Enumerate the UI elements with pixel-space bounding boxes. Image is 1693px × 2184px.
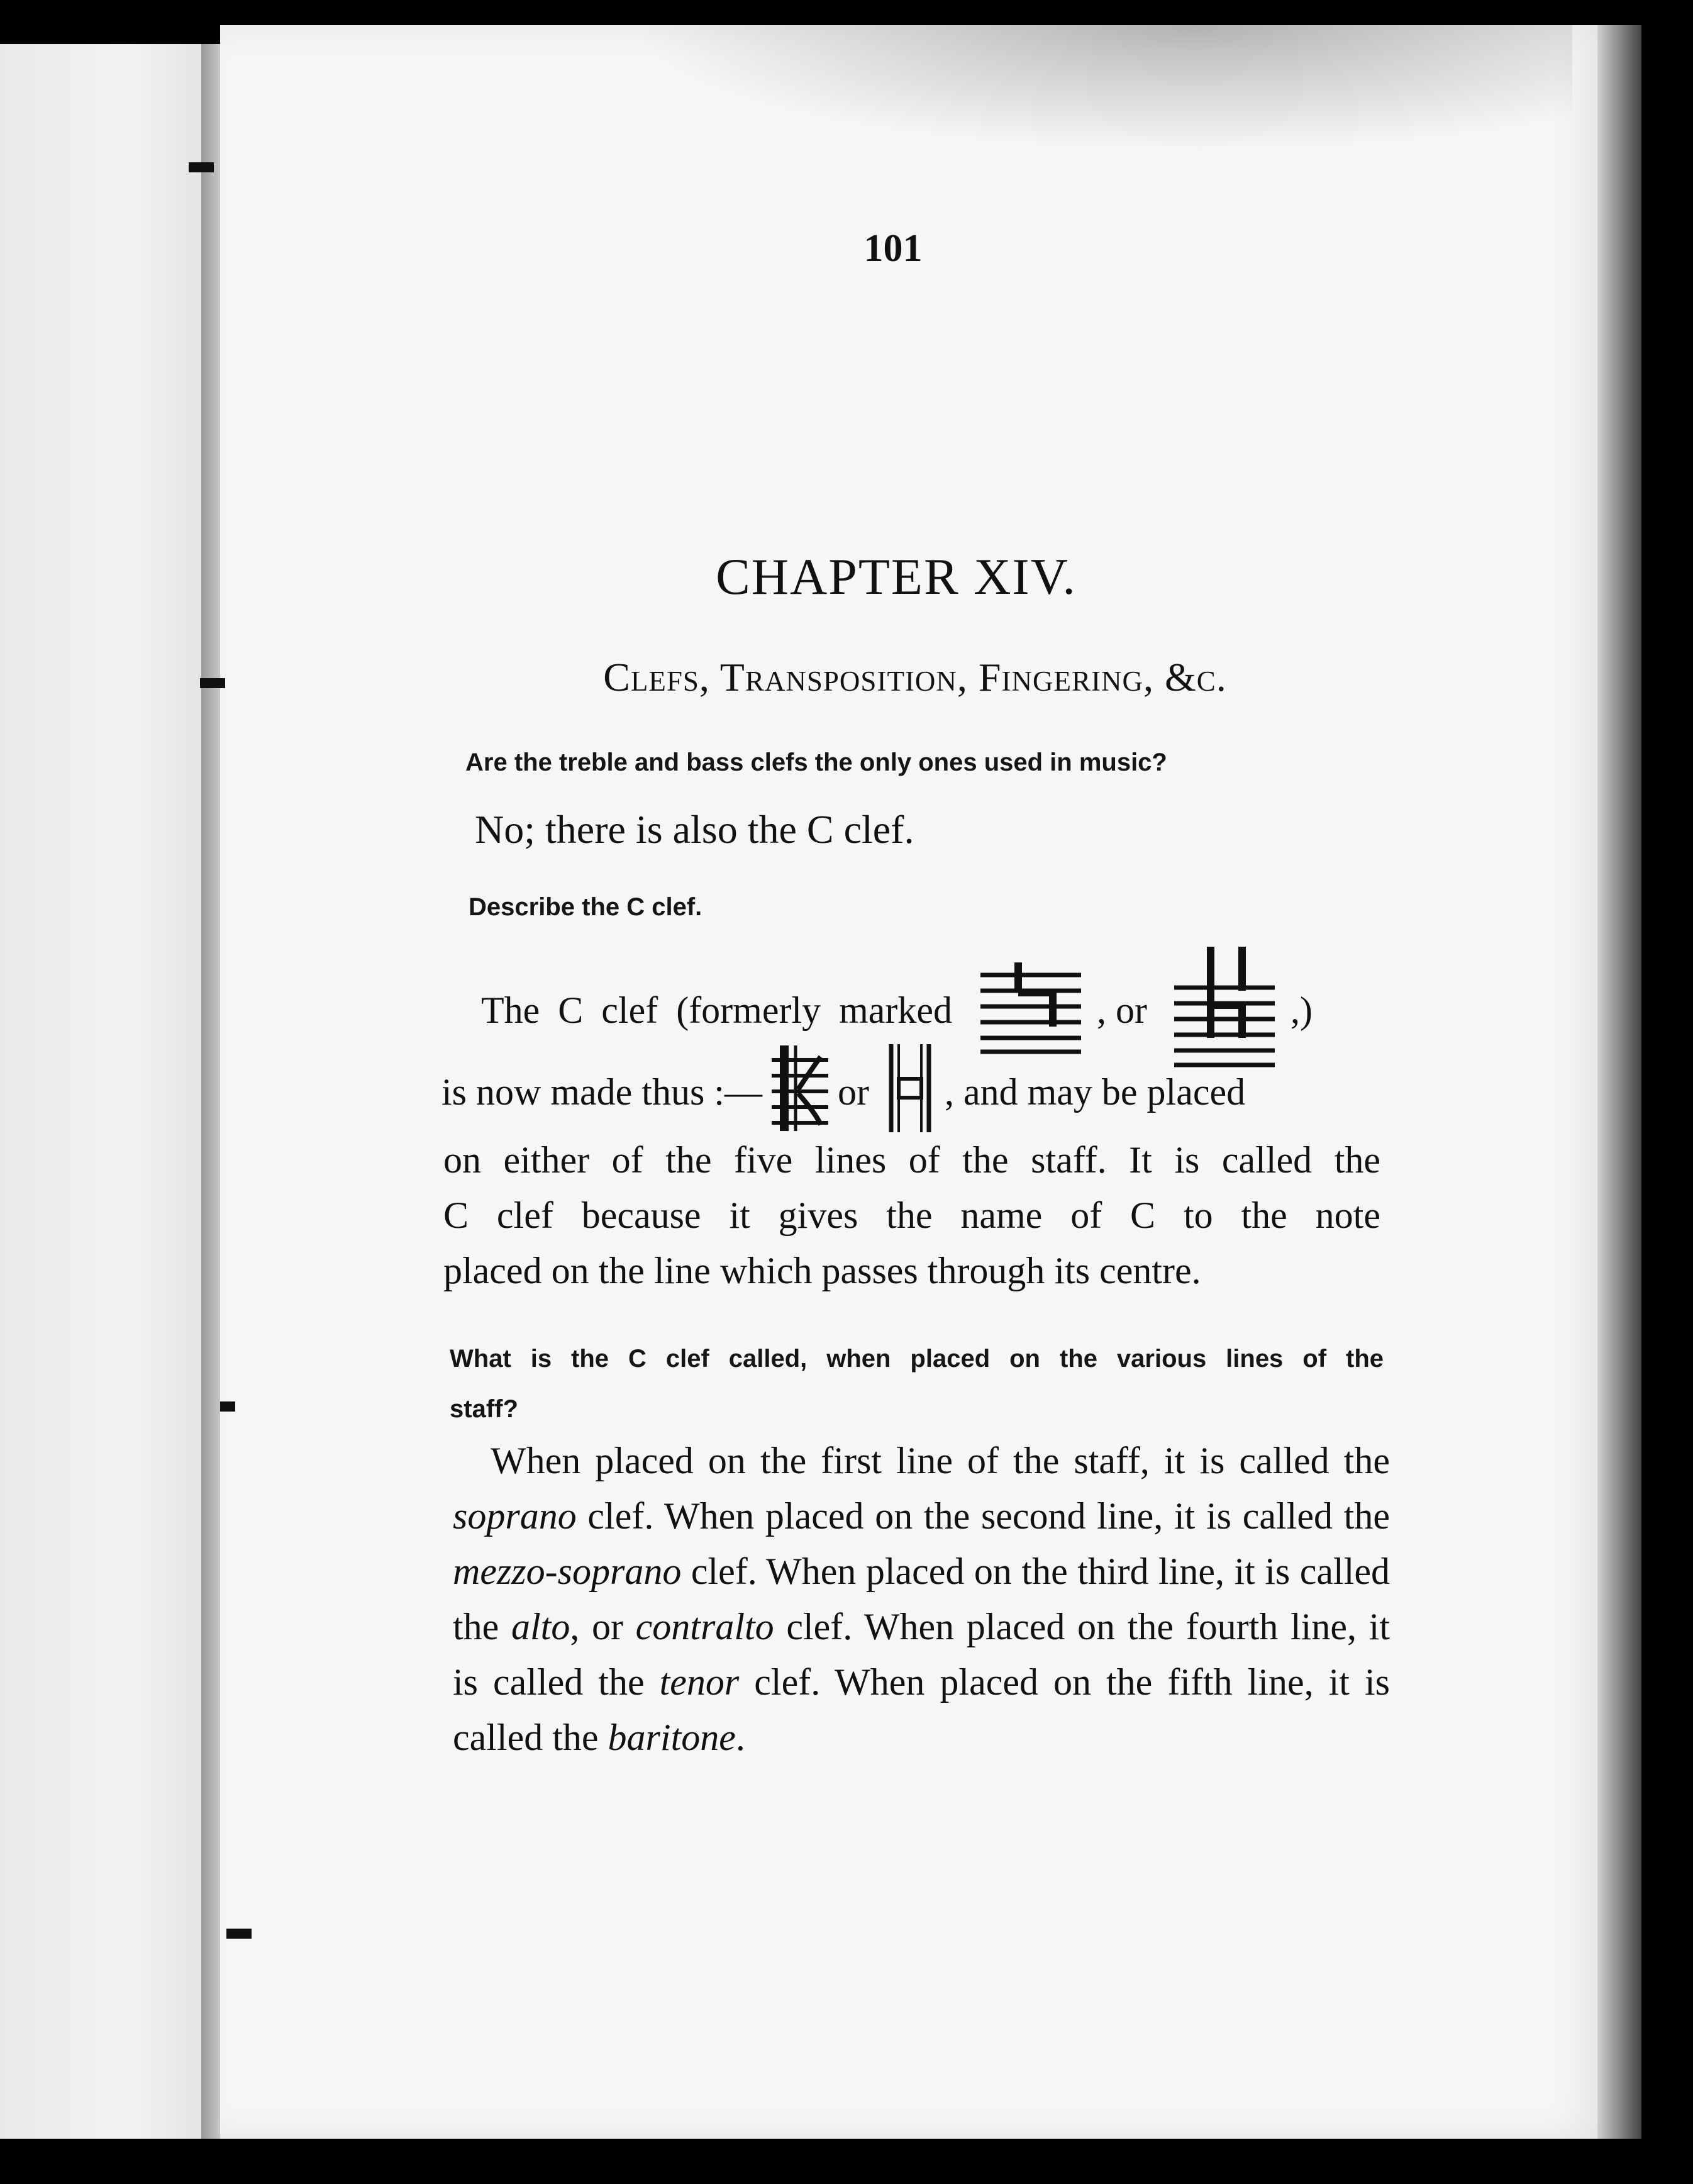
answer-3-emphasis: contralto: [635, 1606, 774, 1647]
binding-thread-mark: [220, 1401, 235, 1412]
answer-2-body-line: placed on the line which passes through its centre.: [443, 1250, 1201, 1291]
page-edge: [1597, 25, 1641, 2139]
binding-thread-mark: [200, 678, 225, 688]
chapter-heading: CHAPTER XIV.: [716, 548, 1077, 605]
answer-3-emphasis: baritone: [608, 1717, 736, 1758]
answer-3-text: clef. When placed on the fourth line, it is called the: [453, 1606, 1390, 1703]
answer-2-line-1: [481, 944, 1387, 1057]
facing-page: [0, 44, 214, 2139]
question-2: Describe the C clef.: [469, 893, 702, 921]
answer-1: No; there is also the C clef.: [475, 807, 914, 852]
answer-3: [453, 1433, 1390, 1765]
answer-3-text: , or: [570, 1606, 636, 1647]
answer-3-text: .: [735, 1717, 745, 1758]
answer-2-text: ,): [1291, 989, 1313, 1031]
answer-3-emphasis: soprano: [453, 1495, 577, 1537]
answer-3-emphasis: tenor: [659, 1661, 740, 1703]
answer-2-body-line: on either of the five lines of the staff. It is called the: [443, 1139, 1380, 1181]
answer-3-text: clef. When placed on the second line, it is called the: [576, 1495, 1390, 1537]
question-3-line: staff?: [450, 1395, 518, 1423]
answer-2-text: is now made thus :—: [441, 1071, 762, 1113]
answer-3-emphasis: mezzo-soprano: [453, 1551, 682, 1592]
binding-thread-mark: [189, 162, 214, 172]
answer-2-body: [443, 1132, 1380, 1298]
answer-3-text: When placed on the first line of the staff, it is called the: [491, 1440, 1390, 1481]
chapter-subtitle: Clefs, Transposition, Fingering, &c.: [603, 655, 1227, 699]
answer-2-text: , and may be placed: [944, 1071, 1246, 1113]
question-1: Are the treble and bass clefs the only ones used in music?: [465, 749, 1167, 776]
binding-thread-mark: [226, 1929, 252, 1939]
question-3: [450, 1334, 1384, 1434]
answer-2-line-2: [441, 1044, 1385, 1139]
page-number: 101: [863, 227, 923, 270]
answer-2-text: or: [837, 1071, 869, 1113]
scan-smudge: [629, 25, 1572, 151]
question-3-line: What is the C clef called, when placed on the various lines of the: [450, 1345, 1384, 1373]
answer-3-text: clef. When placed on the fifth line, it is called the: [453, 1661, 1390, 1758]
answer-2-text: The C clef (formerly marked: [481, 989, 953, 1031]
answer-3-text: clef. When placed on the third line, it is called the: [453, 1551, 1390, 1647]
answer-2-body-line: C clef because it gives the name of C to the note: [443, 1195, 1380, 1236]
answer-3-emphasis: alto: [511, 1606, 570, 1647]
answer-2-text: , or: [1097, 989, 1148, 1031]
